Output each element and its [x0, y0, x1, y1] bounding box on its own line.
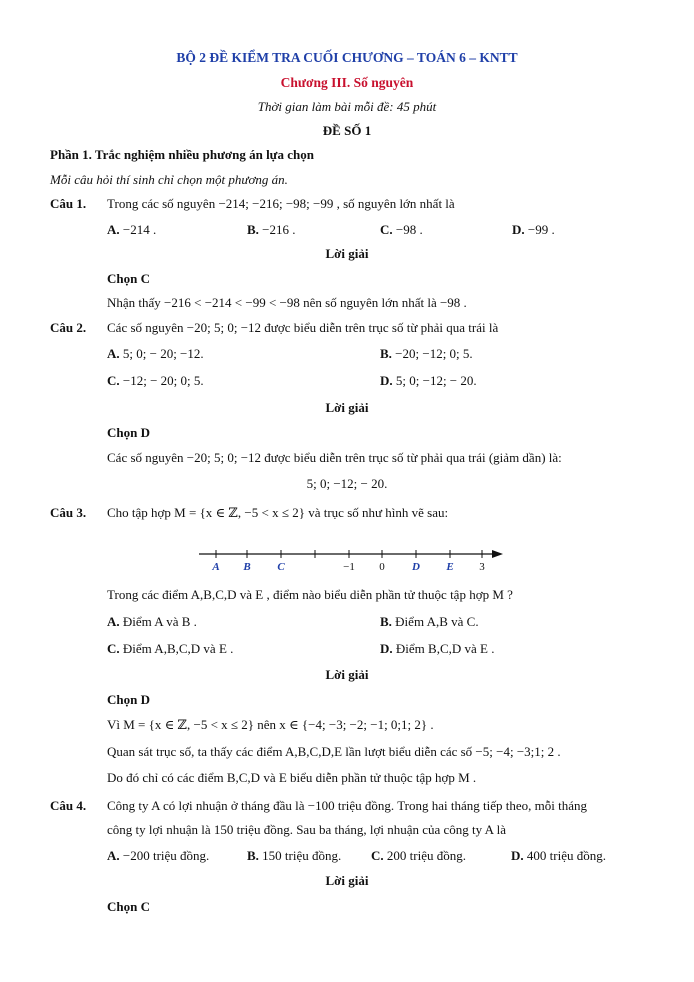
question-text-line: công ty lợi nhuận là 150 triệu đồng. Sau ba tháng, lợi nhuận của công ty A là: [107, 822, 506, 837]
option-label: A.: [107, 614, 120, 629]
document-title: BỘ 2 ĐỀ KIỂM TRA CUỐI CHƯƠNG – TOÁN 6 – KNTT: [176, 50, 518, 65]
question-text: Các số nguyên −20; 5; 0; −12 được biểu diễn trên trục số từ phải qua trái là: [107, 320, 499, 335]
solution-heading: Lời giải: [325, 246, 369, 261]
option-d: [380, 641, 494, 657]
option-label: C.: [107, 373, 120, 388]
option-text: 5; 0; −12; − 20.: [395, 373, 477, 388]
option-label: C.: [380, 222, 393, 237]
explanation-line: Các số nguyên −20; 5; 0; −12 được biểu diễn trên trục số từ phải qua trái (giảm dần) là:: [107, 450, 562, 465]
option-text: Điểm A,B,C,D và E .: [122, 641, 234, 656]
option-label: A.: [107, 222, 120, 237]
option-label: B.: [380, 346, 392, 361]
tick-label-minus-1: −1: [343, 561, 355, 573]
option-label: D.: [511, 848, 524, 863]
answer-choice: Chọn C: [107, 899, 150, 914]
option-a: [107, 222, 156, 238]
option-text: Điểm A và B .: [122, 614, 197, 629]
question-number: Câu 1.: [50, 196, 87, 211]
option-c: [107, 373, 204, 389]
option-b: [247, 222, 296, 238]
option-text: 5; 0; − 20; −12.: [122, 346, 204, 361]
question-number: Câu 3.: [50, 505, 87, 520]
answer-choice: Chọn D: [107, 692, 150, 707]
question-text: Trong các điểm A,B,C,D và E , điểm nào biểu diễn phần tử thuộc tập hợp M ?: [107, 587, 513, 602]
option-a: [107, 848, 209, 864]
solution-heading: Lời giải: [325, 873, 369, 888]
option-c: [371, 848, 466, 864]
option-label: B.: [247, 222, 259, 237]
chapter-title: Chương III. Số nguyên: [280, 75, 414, 90]
point-label-a: A: [212, 561, 220, 573]
option-label: C.: [107, 641, 120, 656]
option-text: −200 triệu đồng.: [122, 848, 210, 863]
option-text: 150 triệu đồng.: [262, 848, 342, 863]
option-b: [380, 346, 473, 362]
option-text: Điểm A,B và C.: [395, 614, 479, 629]
part1-instruction: Mỗi câu hỏi thí sinh chỉ chọn một phương án.: [50, 172, 288, 187]
exam-number: ĐỀ SỐ 1: [322, 123, 372, 138]
explanation-line: Quan sát trục số, ta thấy các điểm A,B,C,D,E lần lượt biểu diễn các số −5; −4; −3;1; 2 .: [107, 744, 561, 759]
part1-heading: Phần 1. Trắc nghiệm nhiều phương án lựa chọn: [50, 147, 314, 162]
option-label: B.: [380, 614, 392, 629]
option-d: [511, 848, 606, 864]
number-line-figure: [195, 540, 510, 574]
option-text: −20; −12; 0; 5.: [395, 346, 473, 361]
answer-choice: Chọn C: [107, 271, 150, 286]
explanation-line: Nhận thấy −216 < −214 < −99 < −98 nên số nguyên lớn nhất là −98 .: [107, 295, 467, 310]
question-text: Cho tập hợp M = {x ∈ ℤ, −5 < x ≤ 2} và trục số như hình vẽ sau:: [107, 505, 449, 520]
point-label-d: D: [412, 561, 420, 573]
option-text: Điểm B,C,D và E .: [395, 641, 495, 656]
option-label: D.: [512, 222, 525, 237]
option-a: [107, 614, 197, 630]
option-b: [380, 614, 479, 630]
explanation-line: Do đó chỉ có các điểm B,C,D và E biểu diễn phần tử thuộc tập hợp M .: [107, 770, 477, 785]
option-a: [107, 346, 204, 362]
option-text: −214 .: [122, 222, 157, 237]
option-b: [247, 848, 341, 864]
option-label: A.: [107, 346, 120, 361]
solution-heading: Lời giải: [325, 400, 369, 415]
option-text: −98 .: [395, 222, 423, 237]
question-number: Câu 2.: [50, 320, 87, 335]
point-label-e: E: [446, 561, 454, 573]
option-label: D.: [380, 373, 393, 388]
option-d: [380, 373, 477, 389]
explanation-result: 5; 0; −12; − 20.: [306, 476, 388, 491]
solution-heading: Lời giải: [325, 667, 369, 682]
number-line-arrow: [492, 550, 503, 558]
option-text: 200 triệu đồng.: [386, 848, 466, 863]
tick-label-0: 0: [379, 561, 385, 573]
question-text-line: Công ty A có lợi nhuận ở tháng đầu là −100 triệu đồng. Trong hai tháng tiếp theo, mỗi tháng: [107, 798, 588, 813]
option-c: [107, 641, 233, 657]
option-c: [380, 222, 423, 238]
point-label-c: C: [277, 561, 285, 573]
option-label: C.: [371, 848, 384, 863]
option-label: A.: [107, 848, 120, 863]
point-label-b: B: [243, 561, 251, 573]
explanation-line: Vì M = {x ∈ ℤ, −5 < x ≤ 2} nên x ∈ {−4; −3; −2; −1; 0;1; 2} .: [107, 717, 434, 732]
answer-choice: Chọn D: [107, 425, 150, 440]
option-label: B.: [247, 848, 259, 863]
option-text: −99 .: [527, 222, 555, 237]
option-text: −216 .: [262, 222, 296, 237]
time-note: Thời gian làm bài mỗi đề: 45 phút: [257, 99, 437, 114]
question-number: Câu 4.: [50, 798, 87, 813]
option-d: [512, 222, 555, 238]
option-text: −12; − 20; 0; 5.: [122, 373, 204, 388]
question-text: Trong các số nguyên −214; −216; −98; −99 , số nguyên lớn nhất là: [107, 196, 455, 211]
option-label: D.: [380, 641, 393, 656]
option-text: 400 triệu đồng.: [526, 848, 606, 863]
tick-label-3: 3: [479, 561, 485, 573]
